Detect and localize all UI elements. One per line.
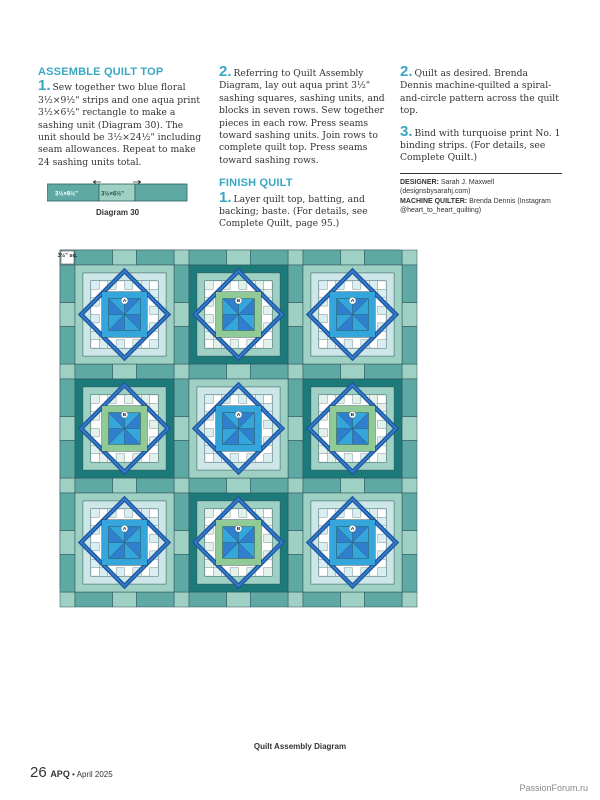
diagram-label-rectangle: 3½×6½" (101, 191, 125, 198)
sashing-unit-vertical (288, 493, 303, 592)
sashing-unit-vertical (174, 265, 189, 364)
sashing-unit-horizontal (75, 364, 174, 379)
sashing-unit-horizontal (303, 364, 402, 379)
block-label: A (122, 527, 127, 533)
sashing-piece (174, 417, 189, 441)
sashing-piece (250, 478, 288, 493)
sashing-unit-horizontal (189, 478, 288, 493)
sashing-piece (60, 493, 75, 531)
sashing-piece (341, 364, 365, 379)
sashing-piece (174, 554, 189, 592)
block-check (230, 454, 238, 462)
block-label: B (236, 527, 241, 533)
sashing-piece (288, 265, 303, 303)
cornerstone (288, 592, 303, 607)
quilt-block-A (189, 379, 288, 478)
sq-label: 3½" sq. (57, 253, 78, 259)
sashing-piece (174, 493, 189, 531)
block-check (205, 509, 213, 517)
watermark: PassionForum.ru (519, 783, 588, 793)
sashing-piece (174, 326, 189, 364)
sashing-piece (288, 379, 303, 417)
block-check (378, 454, 386, 462)
cornerstone (60, 592, 75, 607)
block-check (150, 306, 158, 314)
block-check (353, 395, 361, 403)
sashing-piece (75, 250, 113, 265)
block-check (344, 568, 352, 576)
sashing-unit-vertical (288, 265, 303, 364)
block-check (205, 395, 213, 403)
block-check (91, 395, 99, 403)
quilt-block-A (303, 265, 402, 364)
sashing-piece (189, 478, 227, 493)
sashing-piece (189, 592, 227, 607)
cornerstone (60, 364, 75, 379)
sashing-piece (189, 250, 227, 265)
sashing-unit-vertical (402, 493, 417, 592)
issue-date: April 2025 (76, 770, 113, 779)
block-check (264, 568, 272, 576)
quilt-block-A (303, 493, 402, 592)
finish-heading: FINISH QUILT (219, 177, 293, 190)
step-number: 2. (219, 63, 232, 80)
sashing-piece (288, 531, 303, 555)
sashing-piece (227, 478, 251, 493)
diagram-label-strip: 3½×9½" (55, 191, 79, 198)
quilt-block-B (75, 379, 174, 478)
sashing-piece (250, 364, 288, 379)
sashing-piece (402, 493, 417, 531)
sashing-piece (174, 303, 189, 327)
page-footer: 26 APQ • April 2025 (30, 764, 113, 781)
sashing-piece (250, 592, 288, 607)
block-check (319, 395, 327, 403)
cornerstone (402, 478, 417, 493)
sashing-piece (288, 493, 303, 531)
sashing-piece (75, 478, 113, 493)
block-check (264, 454, 272, 462)
sashing-piece (341, 478, 365, 493)
cornerstone (402, 364, 417, 379)
sashing-piece (60, 417, 75, 441)
sashing-piece (364, 592, 402, 607)
sashing-unit-horizontal (75, 478, 174, 493)
sashing-piece (402, 440, 417, 478)
sashing-piece (60, 265, 75, 303)
block-check (239, 509, 247, 517)
step-text: Referring to Quilt Assembly Diagram, lay out aqua print 3½" sashing squares, sashing units, and blocks in seven rows. Sew together pieces in each row. Press seams toward sashing units. Join rows to complete quilt top. Press seams toward sashing rows. (219, 68, 385, 166)
sashing-piece (288, 440, 303, 478)
sashing-piece (402, 303, 417, 327)
block-check (205, 315, 213, 323)
sashing-piece (250, 250, 288, 265)
quilt-block-B (189, 493, 288, 592)
sashing-piece (113, 478, 137, 493)
block-check (230, 568, 238, 576)
sashing-unit-vertical (60, 379, 75, 478)
sashing-piece (341, 592, 365, 607)
quilt-block-B (303, 379, 402, 478)
block-check (264, 340, 272, 348)
sashing-piece (60, 440, 75, 478)
sashing-piece (113, 592, 137, 607)
block-check (91, 509, 99, 517)
block-check (344, 454, 352, 462)
sashing-piece (288, 303, 303, 327)
block-check (378, 420, 386, 428)
sashing-piece (288, 417, 303, 441)
block-check (116, 568, 124, 576)
cornerstone (288, 478, 303, 493)
cornerstone (288, 250, 303, 265)
sashing-piece (60, 531, 75, 555)
quilter-credit: MACHINE QUILTER: Brenda Dennis (Instagram @heart_to_heart_quilting) (400, 197, 551, 215)
quilt-block-A (75, 493, 174, 592)
block-check (264, 420, 272, 428)
block-check (205, 429, 213, 437)
sashing-piece (60, 554, 75, 592)
block-check (205, 543, 213, 551)
sashing-piece (136, 250, 174, 265)
step-text: Sew together two blue floral 3½×9½" strips and one aqua print 3½×6½" rectangle to make a sashing unit (Diagram 30). The unit should be 3½×24½" including seam allowances. Repeat to make 24 sashing units total. (38, 82, 202, 168)
sashing-piece (364, 364, 402, 379)
cornerstone (174, 478, 189, 493)
sashing-unit-horizontal (303, 592, 402, 607)
sashing-piece (174, 265, 189, 303)
sashing-unit-horizontal (303, 478, 402, 493)
cornerstone (402, 592, 417, 607)
block-check (150, 568, 158, 576)
diagram-30-caption: Diagram 30 (96, 208, 140, 217)
sashing-unit-vertical (402, 379, 417, 478)
block-label: B (236, 299, 241, 305)
magazine-name: APQ (50, 769, 70, 779)
sashing-unit-vertical (402, 265, 417, 364)
sashing-piece (174, 531, 189, 555)
sashing-unit-vertical (288, 379, 303, 478)
sashing-piece (303, 478, 341, 493)
quilt-block-B (189, 265, 288, 364)
sashing-unit-horizontal (189, 592, 288, 607)
cornerstone (174, 592, 189, 607)
block-check (116, 340, 124, 348)
block-check (264, 306, 272, 314)
sashing-piece (303, 250, 341, 265)
block-check (91, 281, 99, 289)
cornerstone (60, 478, 75, 493)
sashing-unit-vertical (174, 379, 189, 478)
sashing-piece (174, 440, 189, 478)
sashing-piece (402, 379, 417, 417)
cornerstone (174, 250, 189, 265)
block-check (116, 454, 124, 462)
block-check (319, 509, 327, 517)
block-check (150, 420, 158, 428)
block-check (239, 281, 247, 289)
block-check (378, 340, 386, 348)
page-number: 26 (30, 764, 47, 781)
block-check (125, 395, 133, 403)
sashing-piece (341, 250, 365, 265)
step-number: 1. (219, 188, 232, 206)
block-check (91, 543, 99, 551)
sashing-unit-horizontal (303, 250, 402, 265)
sashing-piece (113, 364, 137, 379)
step-number: 2. (400, 63, 413, 80)
block-check (125, 509, 133, 517)
block-check (319, 315, 327, 323)
block-check (91, 315, 99, 323)
step-number: 1. (38, 77, 51, 95)
block-check (378, 534, 386, 542)
block-label: A (350, 299, 355, 305)
block-check (91, 429, 99, 437)
block-check (319, 281, 327, 289)
sashing-piece (136, 364, 174, 379)
sashing-piece (288, 326, 303, 364)
block-check (150, 340, 158, 348)
step-number: 3. (400, 122, 413, 140)
sashing-piece (227, 592, 251, 607)
sashing-piece (364, 478, 402, 493)
sashing-piece (402, 265, 417, 303)
block-check (150, 534, 158, 542)
sashing-piece (227, 364, 251, 379)
block-check (239, 395, 247, 403)
sashing-piece (60, 379, 75, 417)
block-label: B (350, 413, 355, 419)
block-check (205, 281, 213, 289)
block-label: A (350, 527, 355, 533)
sashing-piece (364, 250, 402, 265)
step-text: Layer quilt top, batting, and backing; baste. (For details, see Complete Quilt, page 95.) (219, 193, 368, 230)
sashing-piece (303, 364, 341, 379)
sashing-piece (136, 592, 174, 607)
block-check (353, 509, 361, 517)
assemble-heading: ASSEMBLE QUILT TOP (38, 66, 164, 78)
block-check (353, 281, 361, 289)
sashing-piece (402, 417, 417, 441)
sashing-piece (136, 478, 174, 493)
sashing-unit-horizontal (75, 592, 174, 607)
block-check (319, 429, 327, 437)
block-check (125, 281, 133, 289)
sashing-piece (60, 326, 75, 364)
sashing-piece (402, 554, 417, 592)
sashing-unit-vertical (174, 493, 189, 592)
sashing-piece (288, 554, 303, 592)
block-check (230, 340, 238, 348)
quilt-caption: Quilt Assembly Diagram (253, 742, 347, 751)
sashing-piece (402, 326, 417, 364)
sashing-piece (60, 303, 75, 327)
block-check (378, 306, 386, 314)
sashing-unit-horizontal (75, 250, 174, 265)
sashing-piece (174, 379, 189, 417)
sashing-unit-vertical (60, 265, 75, 364)
step-text: Bind with turquoise print No. 1 binding strips. (For details, see Complete Quilt.) (400, 127, 561, 164)
cornerstone (174, 364, 189, 379)
block-check (319, 543, 327, 551)
cornerstone (288, 364, 303, 379)
sashing-piece (75, 364, 113, 379)
block-check (264, 534, 272, 542)
quilt-block-A (75, 265, 174, 364)
sashing-unit-horizontal (189, 250, 288, 265)
block-label: B (122, 413, 127, 419)
block-check (150, 454, 158, 462)
block-label: A (236, 413, 241, 419)
designer-credit: DESIGNER: Sarah J. Maxwell (designsbysarahj.com) (400, 178, 495, 196)
cornerstone (402, 250, 417, 265)
sashing-piece (227, 250, 251, 265)
sashing-unit-horizontal (189, 364, 288, 379)
sashing-piece (75, 592, 113, 607)
step-text: Quilt as desired. Brenda Dennis machine-quilted a spiral-and-circle pattern across the quilt top. (400, 68, 559, 117)
block-check (344, 340, 352, 348)
sashing-unit-vertical (60, 493, 75, 592)
sashing-piece (189, 364, 227, 379)
block-check (378, 568, 386, 576)
sashing-piece (303, 592, 341, 607)
sashing-piece (402, 531, 417, 555)
sashing-piece (113, 250, 137, 265)
block-label: A (122, 299, 127, 305)
